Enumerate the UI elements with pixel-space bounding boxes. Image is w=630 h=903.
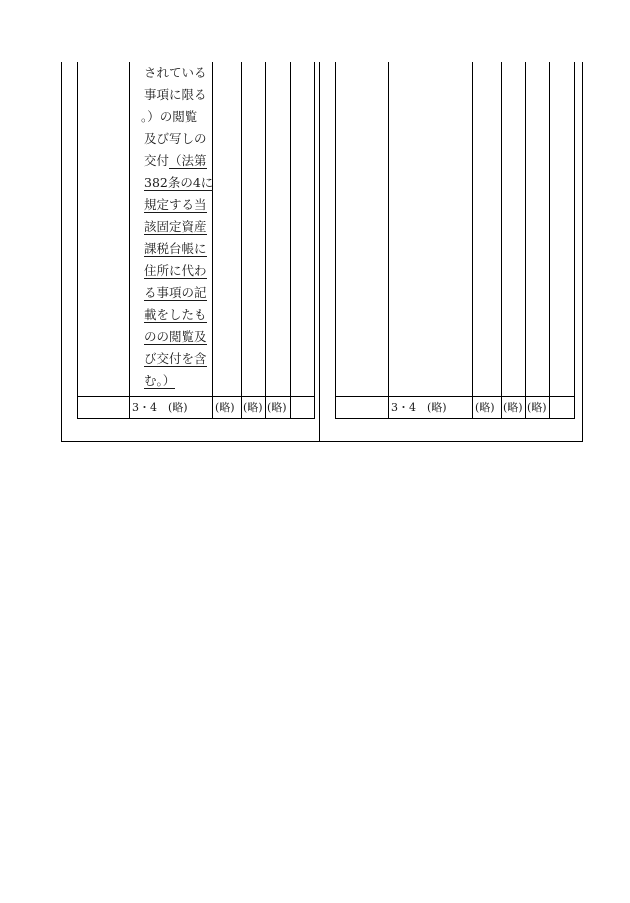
amended-text: 該固定資産 [144, 219, 207, 234]
left-row-col-c: (略) [267, 401, 287, 414]
right-table-col-4 [525, 62, 526, 419]
left-table-col-5 [290, 62, 291, 419]
description-line [144, 370, 175, 392]
left-table-edge [77, 62, 78, 419]
left-table-edge-right [314, 62, 315, 419]
description-line [144, 62, 207, 84]
right-row-col-c: (略) [527, 401, 547, 414]
left-table-col-4 [265, 62, 266, 419]
description-line [144, 238, 207, 260]
amended-text: 住所に代わ [144, 263, 207, 278]
right-table-row-divider [335, 396, 575, 397]
amended-text: び交付を含 [144, 351, 207, 366]
outer-frame-left [61, 62, 62, 441]
right-row-col-b: (略) [503, 401, 523, 414]
description-text: 交付 [144, 153, 170, 168]
description-line [144, 304, 207, 326]
left-row-col-b: (略) [243, 401, 263, 414]
amended-text: る事項の記 [144, 285, 207, 300]
amended-text: む。） [144, 373, 176, 388]
description-text: 。）の閲覧 [141, 109, 198, 124]
description-cell [141, 62, 214, 396]
left-row-item: 3・4 (略) [132, 401, 188, 414]
amended-text: 規定する当 [144, 197, 207, 212]
description-line [144, 172, 213, 194]
amended-text: 課税台帳に [144, 241, 207, 256]
right-table-col-3 [501, 62, 502, 419]
right-row-item: 3・4 (略) [391, 401, 447, 414]
amended-text: 載をしたも [144, 307, 207, 322]
description-text: 及び写しの [144, 131, 207, 146]
outer-frame-right [582, 62, 583, 441]
description-line [144, 326, 207, 348]
right-table-bottom [335, 418, 575, 419]
amended-text: のの閲覧及 [144, 329, 207, 344]
right-table-col-1 [388, 62, 389, 419]
right-table-col-5 [549, 62, 550, 419]
left-table-col-3 [241, 62, 242, 419]
description-line [144, 84, 207, 106]
description-line [144, 194, 207, 216]
description-text: されている [144, 65, 207, 80]
description-line [144, 216, 207, 238]
right-row-col-a: (略) [475, 401, 495, 414]
right-table-edge [335, 62, 336, 419]
left-table-col-1 [129, 62, 130, 419]
description-line [144, 282, 207, 304]
outer-frame-bottom [61, 441, 583, 442]
description-text: 事項に限る [144, 87, 207, 102]
description-line [144, 128, 207, 150]
right-table-col-2 [472, 62, 473, 419]
description-line [144, 260, 207, 282]
center-divider [319, 62, 320, 441]
right-table-edge-right [574, 62, 575, 419]
description-line [144, 348, 207, 370]
left-row-col-a: (略) [215, 401, 235, 414]
left-table-col-2 [212, 62, 213, 419]
left-table-bottom [77, 418, 315, 419]
description-line [144, 150, 207, 172]
amended-text: （法第 [169, 153, 207, 168]
amended-text: 382条の4に [144, 175, 214, 190]
description-line [141, 106, 197, 128]
left-table-row-divider [77, 396, 315, 397]
